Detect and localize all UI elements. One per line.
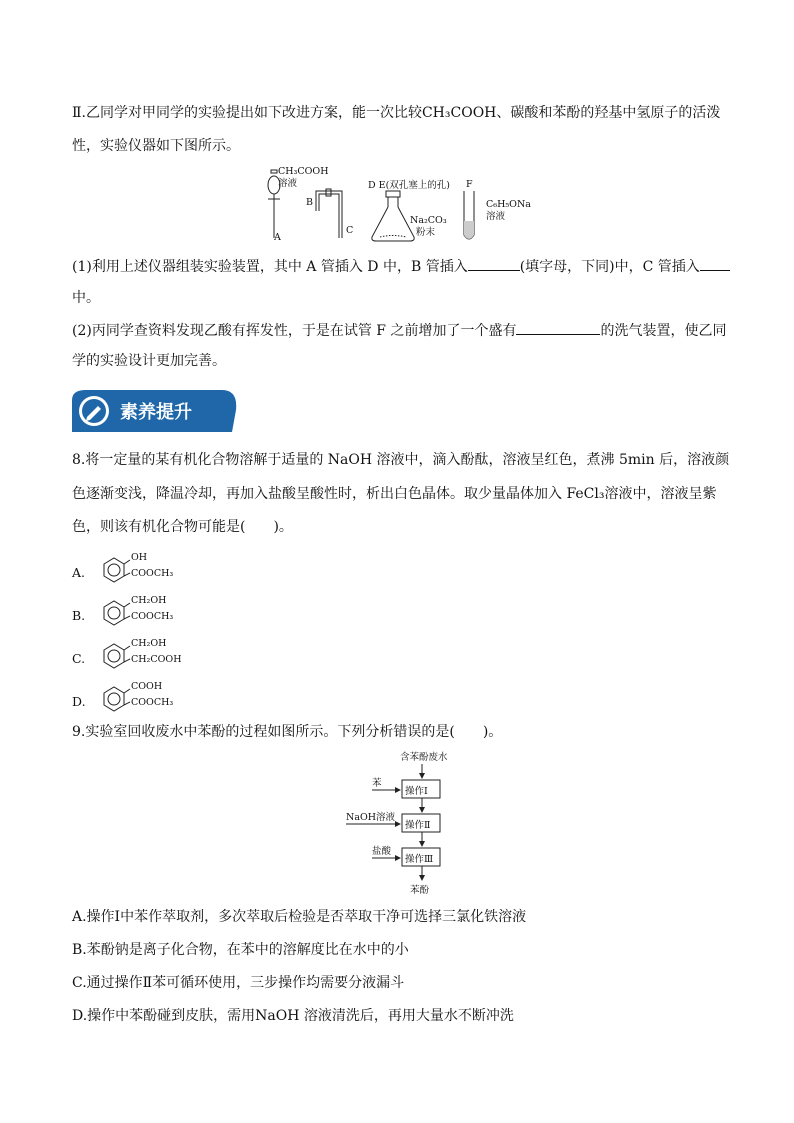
answer-blank-c[interactable] xyxy=(700,256,730,271)
q9-option-c[interactable]: C.通过操作Ⅱ苯可循环使用，三步操作均需要分液漏斗 xyxy=(72,975,405,991)
ch3cooh-label: CH₃COOH xyxy=(278,166,329,177)
bent-tube-icon xyxy=(316,189,342,238)
benzene-ring-icon xyxy=(104,644,130,668)
svg-text:C.: C. xyxy=(72,651,86,666)
q8-line3: 色，则该有机化合物可能是( )。 xyxy=(72,519,293,535)
q9-option-a[interactable]: A.操作Ⅰ中苯作萃取剂，多次萃取后检验是否萃取干净可选择三氯化铁溶液 xyxy=(72,909,527,925)
q9-flowchart xyxy=(340,748,490,898)
flow-in2: NaOH溶液 xyxy=(346,812,396,823)
svg-text:COOCH₃: COOCH₃ xyxy=(131,568,174,579)
solution-label: 溶液 xyxy=(278,178,298,189)
q9-option-d[interactable]: D.操作中苯酚碰到皮肤，需用NaOH 溶液清洗后，再用大量水不断冲洗 xyxy=(72,1008,514,1024)
option-c[interactable] xyxy=(72,638,182,668)
q-part2-line2: 性，实验仪器如下图所示。 xyxy=(72,138,240,154)
conical-flask-icon xyxy=(372,191,414,241)
na2co3-label: Na₂CO₃ xyxy=(410,215,447,226)
q-sub2-line: (2)丙同学查资料发现乙酸有挥发性，于是在试管 F 之前增加了一个盛有 的洗气装置，使乙同 xyxy=(72,320,732,341)
q9-stem: 9.实验室回收废水中苯酚的过程如图所示。下列分析错误的是( )。 xyxy=(72,724,503,740)
option-b[interactable] xyxy=(72,595,173,625)
powder-label: 粉末 xyxy=(416,227,436,238)
label-a: A xyxy=(274,232,281,243)
benzene-ring-icon xyxy=(104,601,130,625)
q-part2-line1: Ⅱ.乙同学对甲同学的实验提出如下改进方案，能一次比较CH₃COOH、碳酸和苯酚的羟基中氢原子的活泼 xyxy=(72,105,721,121)
flow-in1: 苯 xyxy=(372,778,382,789)
benzene-ring-icon xyxy=(104,558,130,582)
section-banner xyxy=(72,390,240,432)
svg-text:COOCH₃: COOCH₃ xyxy=(131,611,174,622)
option-d[interactable] xyxy=(72,681,173,711)
q8-options xyxy=(70,545,230,715)
option-a[interactable] xyxy=(71,552,173,582)
flow-op3: 操作Ⅲ xyxy=(405,854,434,865)
svg-text:A.: A. xyxy=(72,565,86,580)
flow-op2: 操作Ⅱ xyxy=(405,820,431,831)
svg-text:D.: D. xyxy=(72,694,86,709)
solution2-label: 溶液 xyxy=(486,211,506,222)
banner-title: 素养提升 xyxy=(120,402,192,423)
q8-line1: 8.将一定量的某有机化合物溶解于适量的 NaOH 溶液中，滴入酚酞，溶液呈红色，煮沸 5min 后，溶液颜 xyxy=(72,452,730,468)
benzene-ring-icon xyxy=(104,687,130,711)
svg-text:OH: OH xyxy=(131,552,148,563)
label-c: C xyxy=(346,225,354,236)
q9-option-b[interactable]: B.苯酚钠是离子化合物，在苯中的溶解度比在水中的小 xyxy=(72,942,409,958)
label-f: F xyxy=(466,179,473,190)
svg-text:B.: B. xyxy=(72,608,86,623)
flow-top: 含苯酚废水 xyxy=(400,752,448,763)
label-de: D E(双孔塞上的孔) xyxy=(368,180,450,191)
answer-blank-b[interactable] xyxy=(468,256,520,271)
svg-text:CH₂OH: CH₂OH xyxy=(131,638,167,649)
flow-op1: 操作Ⅰ xyxy=(405,786,428,797)
svg-text:COOCH₃: COOCH₃ xyxy=(131,697,174,708)
svg-text:COOH: COOH xyxy=(131,681,163,692)
flow-in3: 盐酸 xyxy=(372,846,392,857)
c6h5ona-label: C₆H₅ONa xyxy=(486,199,531,210)
q-sub2-end: 学的实验设计更加完善。 xyxy=(72,353,226,369)
label-b: B xyxy=(306,197,313,208)
q-sub1-end: 中。 xyxy=(72,290,100,306)
apparatus-figure xyxy=(250,163,550,245)
q-sub1-line: (1)利用上述仪器组装实验装置，其中 A 管插入 D 中，B 管插入 (填字母，下同)中，C 管插入 xyxy=(72,256,732,277)
answer-blank-wash[interactable] xyxy=(516,320,600,335)
q8-line2: 色逐渐变浅，降温冷却，再加入盐酸呈酸性时，析出白色晶体。取少量晶体加入 FeCl₃溶液中，溶液呈紫 xyxy=(72,486,717,502)
svg-text:CH₂OH: CH₂OH xyxy=(131,595,167,606)
svg-text:CH₂COOH: CH₂COOH xyxy=(131,654,182,665)
flow-bottom: 苯酚 xyxy=(410,885,430,896)
test-tube-icon xyxy=(464,191,474,239)
